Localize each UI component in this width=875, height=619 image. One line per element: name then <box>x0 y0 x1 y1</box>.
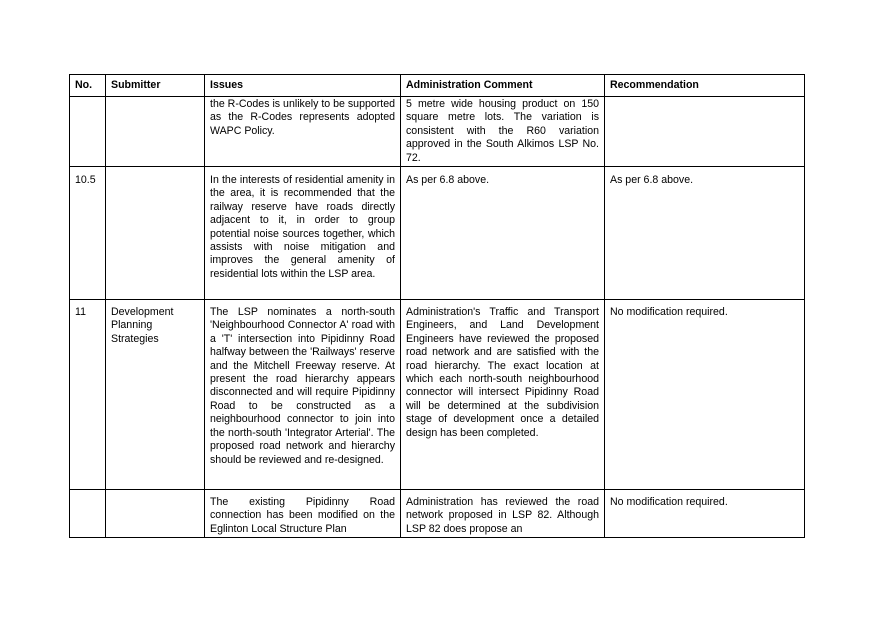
column-header-recommendation: Recommendation <box>605 75 805 97</box>
cell-submitter <box>106 490 205 538</box>
cell-admin-comment: Administration has reviewed the road network proposed in LSP 82. Although LSP 82 does propose an <box>401 490 605 538</box>
cell-no: 10.5 <box>70 167 106 300</box>
cell-submitter <box>106 97 205 167</box>
table-row <box>70 300 805 490</box>
cell-recommendation: As per 6.8 above. <box>605 167 805 300</box>
table-row <box>70 490 805 538</box>
cell-no: 11 <box>70 300 106 490</box>
cell-no <box>70 490 106 538</box>
cell-recommendation: No modification required. <box>605 490 805 538</box>
cell-recommendation <box>605 97 805 167</box>
cell-admin-comment: As per 6.8 above. <box>401 167 605 300</box>
cell-no <box>70 97 106 167</box>
cell-admin-comment: 5 metre wide housing product on 150 square metre lots. The variation is consistent with the R60 variation approved in the South Alkimos LSP No. 72. <box>401 97 605 167</box>
table-header-row <box>70 75 805 97</box>
cell-issues: The existing Pipidinny Road connection has been modified on the Eglinton Local Structure Plan <box>205 490 401 538</box>
cell-issues: the R-Codes is unlikely to be supported as the R-Codes represents adopted WAPC Policy. <box>205 97 401 167</box>
table-row <box>70 97 805 167</box>
column-header-submitter: Submitter <box>106 75 205 97</box>
cell-issues: The LSP nominates a north-south 'Neighbourhood Connector A' road with a 'T' intersection into Pipidinny Road halfway between the 'Railways' reserve and the Mitchell Freeway reserve. At present the road hierarchy appears disconnected and will require Pipidinny Road to be constructed as a neighbourhood connector to join into the north-south 'Integrator Arterial'. The proposed road network and hierarchy should be reviewed and re-designed. <box>205 300 401 490</box>
cell-recommendation: No modification required. <box>605 300 805 490</box>
cell-submitter <box>106 167 205 300</box>
submissions-table <box>69 74 805 538</box>
cell-issues: In the interests of residential amenity in the area, it is recommended that the railway reserve have roads directly adjacent to it, in order to group potential noise sources together, which assists with noise mitigation and improves the general amenity of residential lots within the LSP area. <box>205 167 401 300</box>
column-header-no: No. <box>70 75 106 97</box>
cell-admin-comment: Administration's Traffic and Transport Engineers, and Land Development Engineers have reviewed the proposed road network and are satisfied with the road hierarchy. The exact location at which each north-south neighbourhood connector will intersect Pipidinny Road will be determined at the subdivision stage of development once a detailed design has been completed. <box>401 300 605 490</box>
column-header-issues: Issues <box>205 75 401 97</box>
column-header-admin-comment: Administration Comment <box>401 75 605 97</box>
table-row <box>70 167 805 300</box>
cell-submitter: Development Planning Strategies <box>106 300 205 490</box>
